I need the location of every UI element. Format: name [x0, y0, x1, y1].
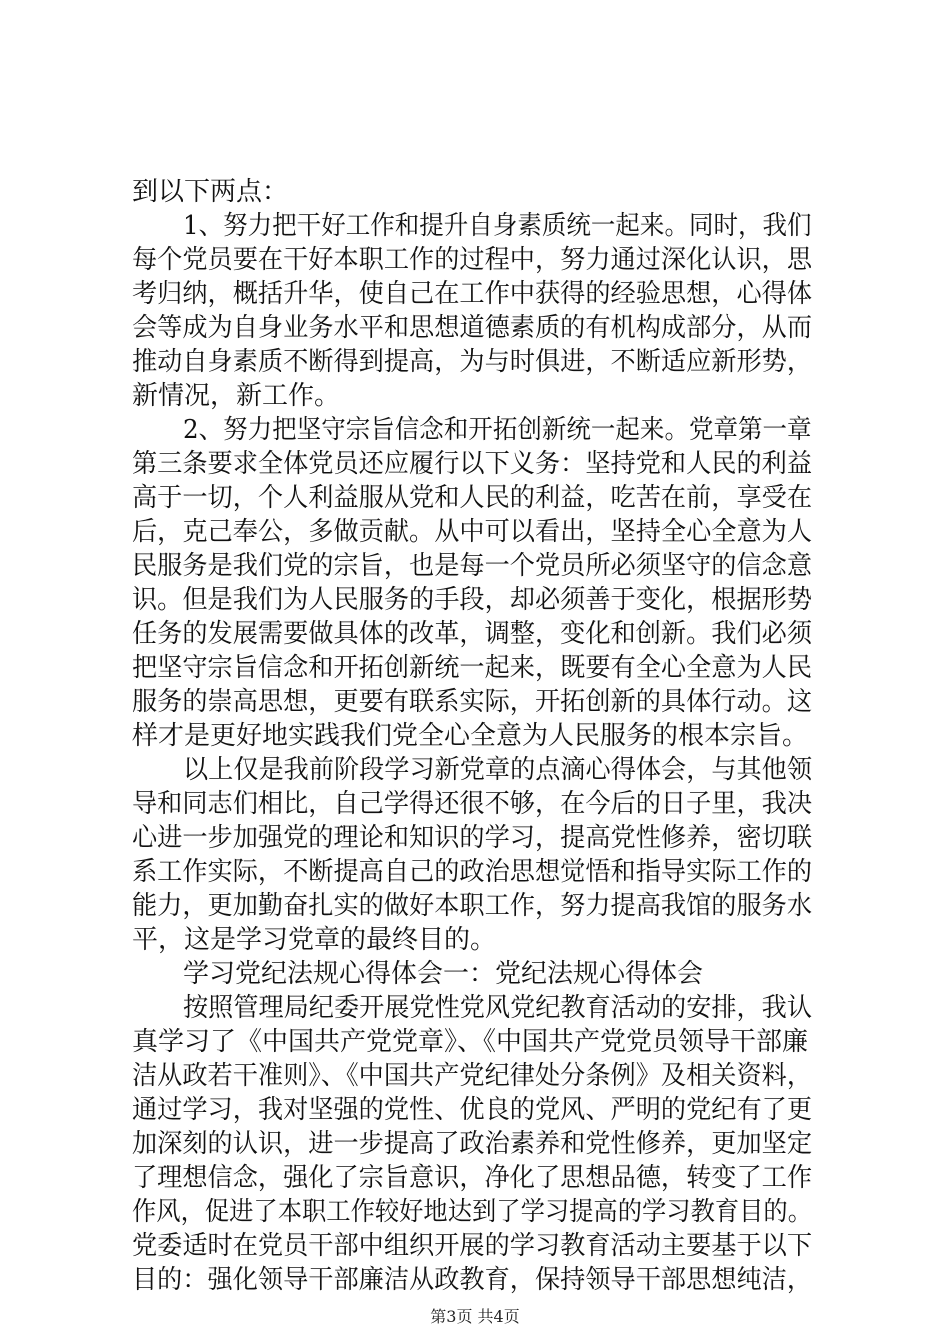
text-line: 心进一步加强党的理论和知识的学习，提高党性修养，密切联: [132, 823, 813, 853]
text-line: 洁从政若干准则》、《中国共产党纪律处分条例》及相关资料，: [132, 1061, 813, 1091]
text-line: 后，克己奉公，多做贡献。从中可以看出，坚持全心全意为人: [132, 517, 813, 547]
text-line: 任务的发展需要做具体的改革，调整，变化和创新。我们必须: [132, 619, 813, 649]
text-line: 1、努力把干好工作和提升自身素质统一起来。同时，我们: [183, 211, 812, 241]
section-heading: 学习党纪法规心得体会一：党纪法规心得体会: [183, 959, 704, 989]
text-line: 系工作实际，不断提高自己的政治思想觉悟和指导实际工作的: [132, 857, 813, 887]
text-line: 作风，促进了本职工作较好地达到了学习提高的学习教育目的。: [132, 1197, 813, 1227]
text-line: 导和同志们相比，自己学得还很不够，在今后的日子里，我决: [132, 789, 813, 819]
text-line: 识。但是我们为人民服务的手段，却必须善于变化，根据形势: [132, 585, 813, 615]
text-line: 平，这是学习党章的最终目的。: [132, 925, 497, 955]
text-line: 了理想信念，强化了宗旨意识，净化了思想品德，转变了工作: [132, 1163, 813, 1193]
text-line: 推动自身素质不断得到提高，为与时俱进，不断适应新形势，: [132, 347, 813, 377]
text-line: 会等成为自身业务水平和思想道德素质的有机构成部分，从而: [132, 313, 813, 343]
text-line: 样才是更好地实践我们党全心全意为人民服务的根本宗旨。: [132, 721, 809, 751]
text-line: 能力，更加勤奋扎实的做好本职工作，努力提高我馆的服务水: [132, 891, 813, 921]
text-line: 真学习了《中国共产党党章》、《中国共产党党员领导干部廉: [132, 1027, 809, 1057]
text-line: 加深刻的认识，进一步提高了政治素养和党性修养，更加坚定: [132, 1129, 813, 1159]
text-line: 服务的崇高思想，更要有联系实际，开拓创新的具体行动。这: [132, 687, 813, 717]
text-line: 把坚守宗旨信念和开拓创新统一起来，既要有全心全意为人民: [132, 653, 813, 683]
text-line: 到以下两点：: [132, 177, 289, 207]
text-line: 高于一切，个人利益服从党和人民的利益，吃苦在前，享受在: [132, 483, 813, 513]
text-line: 考归纳，概括升华，使自己在工作中获得的经验思想，心得体: [132, 279, 813, 309]
text-line: 第三条要求全体党员还应履行以下义务：坚持党和人民的利益: [132, 449, 813, 479]
text-line: 民服务是我们党的宗旨，也是每一个党员所必须坚守的信念意: [132, 551, 813, 581]
text-line: 新情况，新工作。: [132, 381, 341, 411]
text-line: 党委适时在党员干部中组织开展的学习教育活动主要基于以下: [132, 1231, 813, 1261]
page-number-footer: 第3页 共4页: [430, 1307, 520, 1326]
text-line: 目的：强化领导干部廉洁从政教育，保持领导干部思想纯洁，: [132, 1265, 813, 1295]
text-line: 每个党员要在干好本职工作的过程中，努力通过深化认识，思: [132, 245, 813, 275]
text-line: 通过学习，我对坚强的党性、优良的党风、严明的党纪有了更: [132, 1095, 813, 1125]
text-line: 按照管理局纪委开展党性党风党纪教育活动的安排，我认: [183, 993, 813, 1023]
text-line: 以上仅是我前阶段学习新党章的点滴心得体会，与其他领: [183, 755, 813, 785]
text-line: 2、努力把坚守宗旨信念和开拓创新统一起来。党章第一章: [183, 415, 812, 445]
